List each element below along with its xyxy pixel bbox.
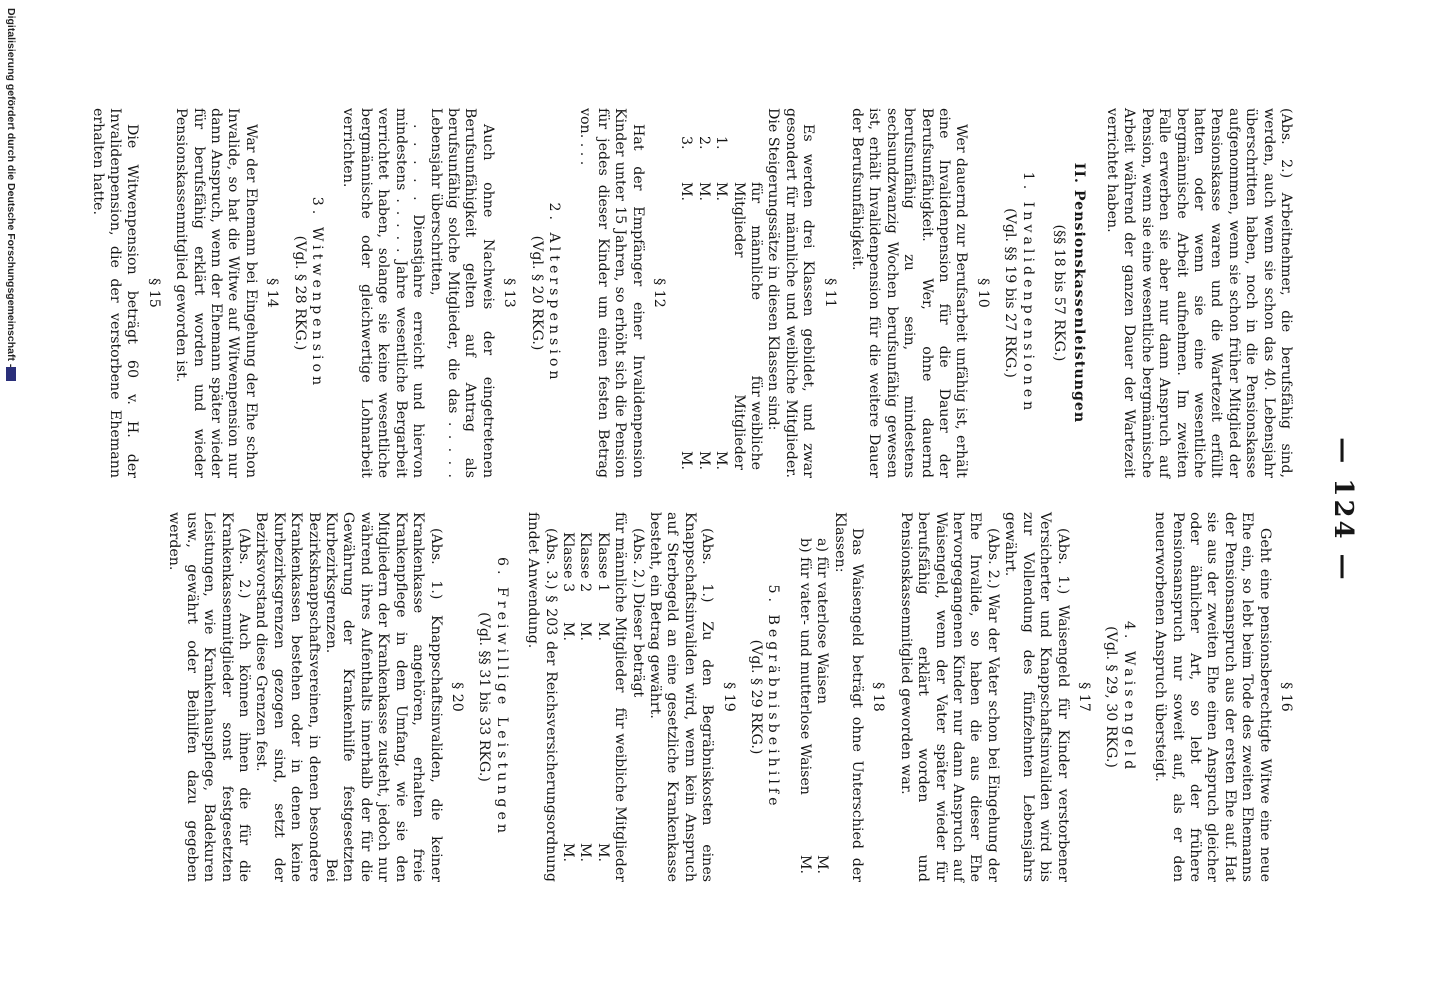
paragraph-text: Die Witwenpension beträgt 60 v. H. der Invalidenpension, die der verstorbene Ehemann erhalten hatte.	[89, 108, 141, 478]
paragraph-number: § 12	[651, 278, 667, 308]
paragraph-number: § 11	[821, 278, 838, 308]
section-title-witwenpension: 3. Witwenpension	[309, 196, 326, 390]
paragraph-text: (Abs. 2.) Auch können ihnen die für die Krankenkassenmitglieder sonst festgesetzten Leistungen, wie Krankenhauspflege, Badekuren usw., gewährt oder Beihilfen dazu gegeben werden.	[166, 512, 253, 882]
digitization-footer	[0, 0, 22, 1008]
column-label-female: für weibliche Mitglieder	[730, 375, 765, 470]
value-male: M.	[678, 182, 695, 202]
section-title-invalidenpensionen: 1. Invalidenpensionen	[1019, 171, 1036, 415]
part-reference: (§§ 18 bis 57 RKG.)	[1051, 224, 1068, 362]
section-title-alterspension: 2. Alterspension	[545, 202, 562, 384]
section-reference: (Vgl. § 20 RKG.)	[528, 235, 545, 351]
klassen-row	[576, 512, 593, 882]
value-female: M.	[559, 842, 576, 862]
paragraph-text: (Abs. 2.) Dieser beträgt	[629, 528, 646, 698]
value-male: M.	[559, 622, 576, 642]
value-male: M.	[594, 622, 611, 642]
value-female: M.	[594, 842, 611, 862]
rates-row	[694, 108, 711, 478]
section-reference: (Vgl. § 28 RKG.)	[291, 235, 308, 351]
paragraph-number: § 15	[145, 278, 162, 308]
value-female: M.	[713, 450, 730, 470]
paragraph-text: (Abs. 2.) War der Vater schon bei Eingehung der Ehe Invalide, so haben die aus dieser Ehe hervorgegangenen Kinder nur dann Anspruch auf Waisengeld, wenn der Vater später wieder für berufsfähig erklärt worden und Pensionskassenmitglied geworden war.	[897, 512, 1001, 882]
value-male: M.	[577, 622, 594, 642]
section-title-freiwillige-leistungen: 6. Freiwillige Leistungen	[493, 556, 510, 838]
paragraph-text: War der Ehemann bei Eingehung der Ehe schon Invalide, so hat die Witwe auf Witwenpension nur dann Anspruch, wenn der Ehemann später wieder für berufsfähig erklärt worden und wieder Pensionskassenmitglied geworden ist.	[173, 108, 259, 478]
paragraph-number: § 17	[1075, 682, 1092, 712]
waisengeld-label: b) für vater- und mutterlose Waisen	[796, 538, 813, 795]
value-female: M.	[695, 450, 712, 470]
footer-note: Digitalisierung gefördert durch die Deutsche Forschungsgemeinschaft -	[5, 8, 17, 368]
part-title: II. Pensionskassenleistungen	[1070, 162, 1087, 424]
section-reference: (Vgl. §§ 31 bis 33 RKG.)	[476, 612, 493, 782]
waisengeld-value: M.	[796, 854, 813, 874]
row-number: 1.	[713, 136, 730, 150]
paragraph-number: § 16	[1278, 682, 1294, 712]
paragraph-text: (Abs. 1.) Zu den Begräbniskosten eines Knappschaftsinvaliden wird, wenn kein Anspruch auf Sterbegeld an eine gesetzliche Krankenkasse besteht, ein Betrag gewährt.	[647, 512, 716, 882]
paragraph-text: Geht eine pensionsberechtigte Witwe eine neue Ehe ein, so lebt beim Tode des zweiten Ehemanns der Pensionsanspruch aus der ersten Ehe auf. Hat sie aus der zweiten Ehe einen Anspruch gleicher oder ähnlicher Art, so lebt der frühere Pensionsanspruch nur soweit auf, als er den neuerworbenen Anspruch übersteigt.	[1152, 512, 1273, 882]
dfg-logo-icon	[6, 367, 16, 381]
section-title-begraebnisbeihilfe: 5. Begräbnisbeihilfe	[765, 584, 782, 810]
paragraph-text: Hat der Empfänger einer Invalidenpension Kinder unter 15 Jahren, so erhöht sich die Pension für jedes dieser Kinder um einen festen Betrag von. . . .	[577, 108, 646, 478]
paragraph-number: § 19	[720, 682, 737, 712]
paragraph-number: § 10	[974, 278, 991, 308]
page-number: — 124 —	[1328, 437, 1358, 583]
paragraph-text: (Abs. 1.) Knappschaftsinvaliden, die keiner Krankenkasse angehören, erhalten freie Krankenpflege in dem Umfang, wie sie den Mitgliedern der Krankenkasse zusteht, jedoch nur während ihres Aufenthalts innerhalb der für die Gewährung der Krankenhilfe festgesetzten Kurbezirksgrenzen. Bei Bezirksknappschaftsvereinen, in denen besondere Krankenkassen bestehen oder in denen keine Kurbezirksgrenzen gezogen sind, setzt der Bezirksvorstand diese Grenzen fest.	[253, 512, 444, 882]
klassen-row	[593, 512, 610, 882]
section-reference: (Vgl. §§ 19 bis 27 RKG.)	[1002, 208, 1019, 378]
paragraph-text: (Abs. 1.) Waisengeld für Kinder verstorbener Versicherter und Knappschaftsinvaliden wird bis zur Vollendung des fünfzehnten Lebensjahrs gewährt.	[1002, 512, 1071, 882]
value-female: M.	[678, 450, 695, 470]
paragraph-text: Auch ohne Nachweis der eingetretenen Berufsunfähigkeit gelten auf Antrag als berufsunfähig solche Mitglieder, die das . . . . . Lebensjahr überschritten,	[427, 108, 496, 478]
rates-row	[712, 108, 729, 478]
paragraph-number: § 13	[501, 278, 518, 308]
column-label-male: für männliche Mitglieder	[612, 512, 629, 693]
paragraph-text: (Abs. 3.) § 203 der Reichsversicherungsordnung findet Anwendung.	[525, 512, 559, 882]
paragraph-text: Das Waisengeld beträgt ohne Unterschied der Klassen:	[831, 512, 866, 882]
paragraph-number: § 14	[264, 278, 281, 308]
paragraph-number: § 18	[870, 682, 887, 712]
column-label-male: für männliche Mitglieder	[730, 182, 765, 300]
value-female: M.	[577, 842, 594, 862]
paragraph-text: . . . . . Dienstjahre erreicht und hiervon mindestens . . . . . Jahre wesentliche Bergarbeit verrichtet haben, solange sie keine wesentliche bergmännische oder gleichwertige Lohnarbeit verrichten.	[340, 108, 427, 478]
rates-header-row	[729, 108, 764, 478]
waisengeld-row	[795, 512, 812, 882]
rates-row	[677, 108, 694, 478]
waisengeld-value: M.	[814, 854, 831, 874]
section-reference: (Vgl. § 29 RKG.)	[748, 639, 765, 755]
klassen-header-row	[628, 512, 645, 882]
row-number: 2.	[695, 136, 712, 150]
klassen-header-row	[611, 512, 628, 882]
paragraph-text: Wer dauernd zur Berufsarbeit unfähig ist, erhält eine Invalidenpension für die Dauer der Berufsunfähigkeit. Wer, ohne dauernd berufsunfähig zu sein, mindestens sechsundzwanzig Wochen berufsunfähig gewesen ist, erhält Invalidenpension für die weitere Dauer der Berufsunfähigkeit.	[849, 108, 970, 478]
intro-paragraph: (Abs. 2.) Arbeitnehmer, die berufsfähig sind, werden, auch wenn sie schon das 40. Lebensjahr überschritten haben, noch in die Pensionskasse aufgenommen, wenn sie schon früher Mitglied der Pensionskasse waren und die Wartezeit erfüllt hatten oder wenn sie eine wesentliche bergmännische Arbeit aufnehmen. Im zweiten Falle erwerben sie aber nur dann Anspruch auf Pension, wenn sie eine wesentliche bergmännische Arbeit während der ganzen Dauer der Wartezeit verrichtet haben.	[1103, 108, 1294, 478]
waisengeld-row	[813, 512, 830, 882]
paragraph-number: § 20	[448, 682, 465, 712]
value-male: M.	[695, 182, 712, 202]
waisengeld-label: a) für vaterlose Waisen	[814, 538, 831, 704]
klassen-row	[559, 512, 576, 882]
column-label-female: für weibliche Mitglieder	[612, 707, 629, 882]
klasse-label: Klasse 2	[577, 532, 594, 593]
value-male: M.	[713, 182, 730, 202]
klasse-label: Klasse 1	[594, 532, 611, 593]
section-title-waisengeld: 4. Waisengeld	[1120, 620, 1137, 774]
row-number: 3.	[678, 136, 695, 150]
section-reference: (Vgl. § 29, 30 RKG.)	[1103, 626, 1120, 768]
right-column	[165, 512, 1294, 882]
klasse-label: Klasse 3	[559, 532, 576, 593]
left-column	[88, 108, 1294, 478]
paragraph-text: Es werden drei Klassen gebildet, und zwar gesondert für männliche und weibliche Mitglieder. Die Steigerungssätze in diesen Klassen sind:	[765, 108, 817, 478]
